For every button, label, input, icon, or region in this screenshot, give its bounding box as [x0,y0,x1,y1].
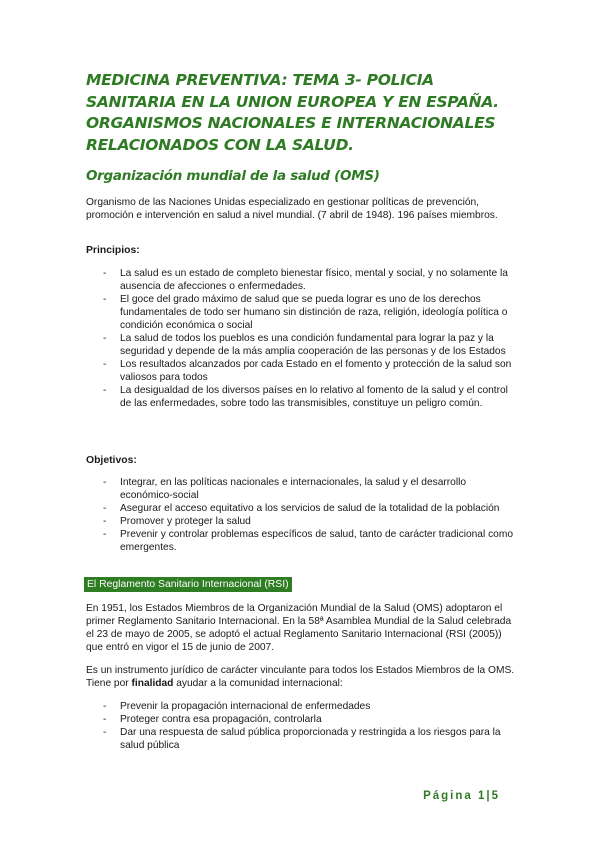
list-item: - La desigualdad de los diversos países en lo relativo al fomento de la salud y el control de las enfermedades, sobre todo las transmisibles, constituye un peligro común. [86,384,516,410]
rsi-paragraph-2-text: Es un instrumento jurídico de carácter vinculante para todos los Estados Miembros de la OMS. Tiene por [86,665,515,689]
list-item: - La salud de todos los pueblos es una condición fundamental para lograr la paz y la seguridad y depende de la más amplia cooperación de las personas y de los Estados [86,332,516,358]
section-heading-rsi: El Reglamento Sanitario Internacional (RSI) [84,577,292,592]
list-item: - Asegurar el acceso equitativo a los servicios de salud de la totalidad de la población [86,502,516,515]
rsi-paragraph-2-end: ayudar a la comunidad internacional: [173,678,343,689]
objetivos-list [86,476,516,554]
list-item: - La salud es un estado de completo bienestar físico, mental y social, y no solamente la ausencia de afecciones o enfermedades. [86,267,516,293]
list-item: - Dar una respuesta de salud pública proporcionada y restringida a los riesgos para la salud pública [86,726,516,752]
section-heading-oms: Organización mundial de la salud (OMS) [86,168,380,184]
list-item: - Integrar, en las políticas nacionales e internacionales, la salud y el desarrollo económico-social [86,476,516,502]
principios-list [86,267,516,410]
list-item: - Proteger contra esa propagación, controlarla [86,713,516,726]
objetivos-label: Objetivos: [86,455,137,466]
list-item: - Prevenir la propagación internacional de enfermedades [86,700,516,713]
rsi-paragraph-1: En 1951, los Estados Miembros de la Organización Mundial de la Salud (OMS) adoptaron el primer Reglamento Sanitario Internacional. En la 58ª Asamblea Mundial de la Salud celebrada el 23 de mayo de 2005, se adoptó el actual Reglamento Sanitario Internacional (RSI (2005)) que entró en vigor el 15 de junio de 2007. [86,603,512,653]
oms-intro-paragraph: Organismo de las Naciones Unidas especializado en gestionar políticas de prevención, promoción e intervención en salud a nivel mundial. (7 abril de 1948). 196 países miembros. [86,197,498,221]
principios-label: Principios: [86,245,140,256]
list-item: - Promover y proteger la salud [86,515,516,528]
page-number: Página 1|5 [423,790,500,802]
list-item: - El goce del grado máximo de salud que se pueda lograr es uno de los derechos fundamentales de todo ser humano sin distinción de raza, religión, ideología política o condición económica o social [86,293,516,332]
finalidades-list [86,700,516,752]
list-item: - Los resultados alcanzados por cada Estado en el fomento y protección de la salud son valiosos para todos [86,358,516,384]
list-item: - Prevenir y controlar problemas específicos de salud, tanto de carácter tradicional como emergentes. [86,528,516,554]
document-title: MEDICINA PREVENTIVA: TEMA 3- POLICIA SANITARIA EN LA UNION EUROPEA Y EN ESPAÑA. ORGANISMOS NACIONALES E INTERNACIONALES RELACIONADOS CON LA SALUD. [86,71,499,154]
finalidad-emphasis: finalidad [131,678,174,689]
rsi-paragraph-2 [86,664,516,690]
